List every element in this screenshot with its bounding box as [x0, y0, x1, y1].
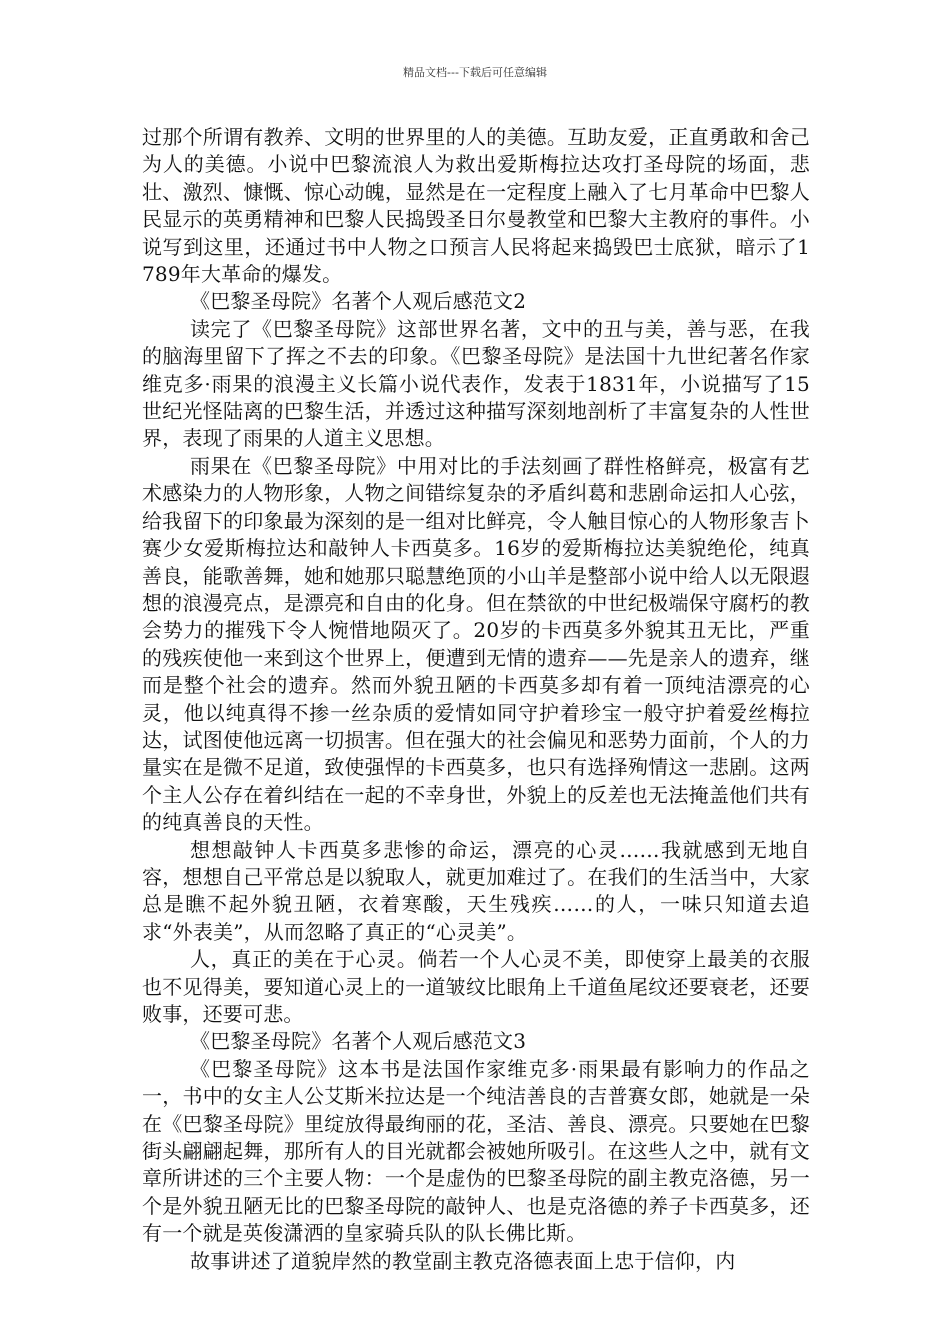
paragraph-3: 雨果在《巴黎圣母院》中用对比的手法刻画了群性格鲜亮，极富有艺术感染力的人物形象，人物之间错综复杂的矛盾纠葛和悲剧命运扣人心弦，给我留下的印象最为深刻的是一组对比鲜亮，令人触目惊心的人物形象吉卜赛少女爱斯梅拉达和敲钟人卡西莫多。16岁的爱斯梅拉达美貌绝伦，纯真善良，能歌善舞，她和她那只聪慧绝顶的小山羊是整部小说中给人以无限遐想的浪漫亮点，是漂亮和自由的化身。但在禁欲的中世纪极端保守腐朽的教会势力的摧残下令人惋惜地陨灭了。20岁的卡西莫多外貌其丑无比，严重的残疾使他一来到这个世界上，便遭到无情的遗弃——先是亲人的遗弃，继而是整个社会的遗弃。然而外貌丑陋的卡西莫多却有着一顶纯洁漂亮的心灵，他以纯真得不掺一丝杂质的爱情如同守护着珍宝一般守护着爱丝梅拉达，试图使他远离一切损害。但在强大的社会偏见和恶势力面前，个人的力量实在是微不足道，致使强悍的卡西莫多，也只有选择殉情这一悲剧。这两个主人公存在着纠结在一起的不幸身世，外貌上的反差也无法掩盖他们共有的纯真善良的天性。 [142, 453, 810, 835]
paragraph-7: 故事讲述了道貌岸然的教堂副主教克洛德表面上忠于信仰，内 [190, 1248, 736, 1273]
paragraph-1: 过那个所谓有教养、文明的世界里的人的美德。互助友爱，正直勇敢和舍己为人的美德。小说中巴黎流浪人为救出爱斯梅拉达攻打圣母院的场面，悲壮、激烈、慷慨、惊心动魄，显然是在一定程度上融入了七月革命中巴黎人民显示的英勇精神和巴黎人民捣毁圣日尔曼教堂和巴黎大主教府的事件。小说写到这里，还通过书中人物之口预言人民将起来捣毁巴士底狱，暗示了1789年大革命的爆发。 [142, 125, 810, 287]
paragraph-2: 读完了《巴黎圣母院》这部世界名著，文中的丑与美，善与恶，在我的脑海里留下了挥之不去的印象。《巴黎圣母院》是法国十九世纪著名作家维克多·雨果的浪漫主义长篇小说代表作，发表于1831年，小说描写了15世纪光怪陆离的巴黎生活，并透过这种描写深刻地剖析了丰富复杂的人性世界，表现了雨果的人道主义思想。 [142, 316, 810, 451]
document-body [142, 124, 810, 1275]
page-header: 精品文档---下载后可任意编辑 [403, 66, 547, 79]
section-heading-3: 《巴黎圣母院》名著个人观后感范文3 [190, 1029, 527, 1054]
paragraph-5: 人，真正的美在于心灵。倘若一个人心灵不美，即使穿上最美的衣服也不见得美，要知道心灵上的一道皱纹比眼角上千道鱼尾纹还要衰老，还要败事，还要可悲。 [142, 947, 810, 1026]
section-heading-2: 《巴黎圣母院》名著个人观后感范文2 [190, 289, 527, 314]
paragraph-6: 《巴黎圣母院》这本书是法国作家维克多·雨果最有影响力的作品之一，书中的女主人公艾斯米拉达是一个纯洁善良的吉普赛女郎，她就是一朵在《巴黎圣母院》里绽放得最绚丽的花，圣洁、善良、漂亮。只要她在巴黎街头翩翩起舞，那所有人的目光就都会被她所吸引。在这些人之中，就有文章所讲述的三个主要人物：一个是虚伪的巴黎圣母院的副主教克洛德，另一个是外貌丑陋无比的巴黎圣母院的敲钟人、也是克洛德的养子卡西莫多，还有一个就是英俊潇洒的皇家骑兵队的队长佛比斯。 [142, 1056, 810, 1246]
paragraph-4: 想想敲钟人卡西莫多悲惨的命运，漂亮的心灵……我就感到无地自容，想想自己平常总是以貌取人，就更加难过了。在我们的生活当中，大家总是瞧不起外貌丑陋，衣着寒酸，天生残疾……的人，一味只知道去追求“外表美”，从而忽略了真正的“心灵美”。 [142, 837, 810, 944]
